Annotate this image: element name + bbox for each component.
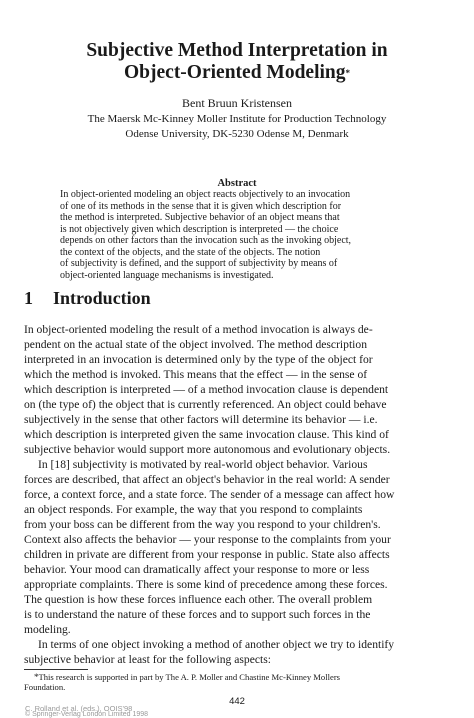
abstract-line: of subjectivity is defined, and the support of subjectivity by means of	[60, 258, 338, 269]
abstract-line: the method is interpreted. Subjective behavior of an object means that	[60, 212, 340, 223]
affiliation-line-1: The Maersk Mc-Kinney Moller Institute for Production Technology	[87, 113, 387, 125]
footnote-line-2: Foundation.	[24, 682, 66, 692]
title-footnote-mark: *	[345, 68, 350, 78]
affiliation-line-2: Odense University, DK-5230 Odense M, Denmark	[125, 128, 349, 140]
body-line: which description is interpreted given the same invocation clause. This kind of	[24, 428, 389, 441]
footnote-rule	[24, 669, 88, 670]
body-line: which description is interpreted — of a method invocation clause is dependent	[24, 383, 389, 396]
body-line: modeling.	[24, 623, 71, 636]
body-line: In object-oriented modeling the result of a method invocation is always de-	[24, 323, 373, 336]
section-title: Introduction	[53, 288, 151, 308]
body-line: children in private are different from your response in public. State also affects	[24, 548, 390, 561]
abstract-heading: Abstract	[217, 178, 257, 189]
body-line: an object responds. For example, the way that you respond to complaints	[24, 503, 363, 516]
body-line: subjective behavior at least for the following aspects:	[24, 653, 271, 666]
body-line: In terms of one object invoking a method of another object we try to identify	[38, 638, 395, 651]
body-line: subjectively in the sense that other factors will determine its behavior — i.e.	[24, 413, 378, 426]
body-line: appropriate complaints. There is some kind of precedence among these forces.	[24, 578, 388, 591]
author-name: Bent Bruun Kristensen	[182, 96, 292, 110]
abstract-line: of one of its methods in the sense that it is given which description for	[60, 200, 342, 212]
body-line: on (the type of) the object that is currently referenced. An object could behave	[24, 398, 387, 411]
body-line: forces are described, that affect an object's behavior in the real world: A sender	[24, 473, 390, 486]
title-line-2: Object-Oriented Modeling*	[124, 62, 350, 83]
abstract-line: depends on other factors than the invocation such as the invoking object,	[60, 235, 352, 246]
body-line: force, a context force, and a state force. The sender of a message can affect how	[24, 488, 395, 501]
abstract-line: the context of the objects, and the state of the objects. The notion	[60, 246, 321, 258]
body-line: behavior. Your mood can dramatically affect your response to more or less	[24, 563, 370, 576]
body-line: which the method is invoked. This means that the effect — in the sense of	[24, 368, 368, 381]
abstract-line: is not objectively given which description is interpreted — the choice	[60, 223, 339, 235]
abstract-line: object-oriented language mechanisms is investigated.	[60, 269, 274, 281]
page-number: 442	[229, 696, 245, 707]
footnote-mark: *	[34, 672, 39, 682]
body-line: is to understand the nature of these forces and to support such forces in the	[24, 608, 371, 621]
source-line-2: © Springer-Verlag London Limited 1998	[25, 711, 149, 718]
body-line: from your boss can be different from the way you respond to your children's.	[24, 518, 381, 531]
section-number: 1	[24, 288, 33, 308]
title-line-1: Subjective Method Interpretation in	[86, 40, 388, 61]
body-line: Context also affects the behavior — your response to the complaints from your	[24, 533, 391, 546]
body-line: In [18] subjectivity is motivated by real-world object behavior. Various	[38, 458, 368, 471]
footnote-line-1: *This research is supported in part by The A. P. Moller and Chastine Mc-Kinney Mollers	[34, 672, 341, 682]
body-line: subjective behavior would support more autonomous and evolutionary objects.	[24, 443, 391, 456]
body-line: pendent on the actual state of the object involved. The method description	[24, 338, 367, 351]
source-line-1: C. Rolland et al. (eds.), OOIS'98	[25, 704, 133, 713]
body-line: The question is how these forces influence each other. The overall problem	[24, 593, 373, 606]
abstract-line: In object-oriented modeling an object reacts objectively to an invocation	[60, 189, 351, 200]
paper-title	[24, 40, 450, 84]
body-line: interpreted in an invocation is determined only by the type of the object for	[24, 353, 373, 366]
